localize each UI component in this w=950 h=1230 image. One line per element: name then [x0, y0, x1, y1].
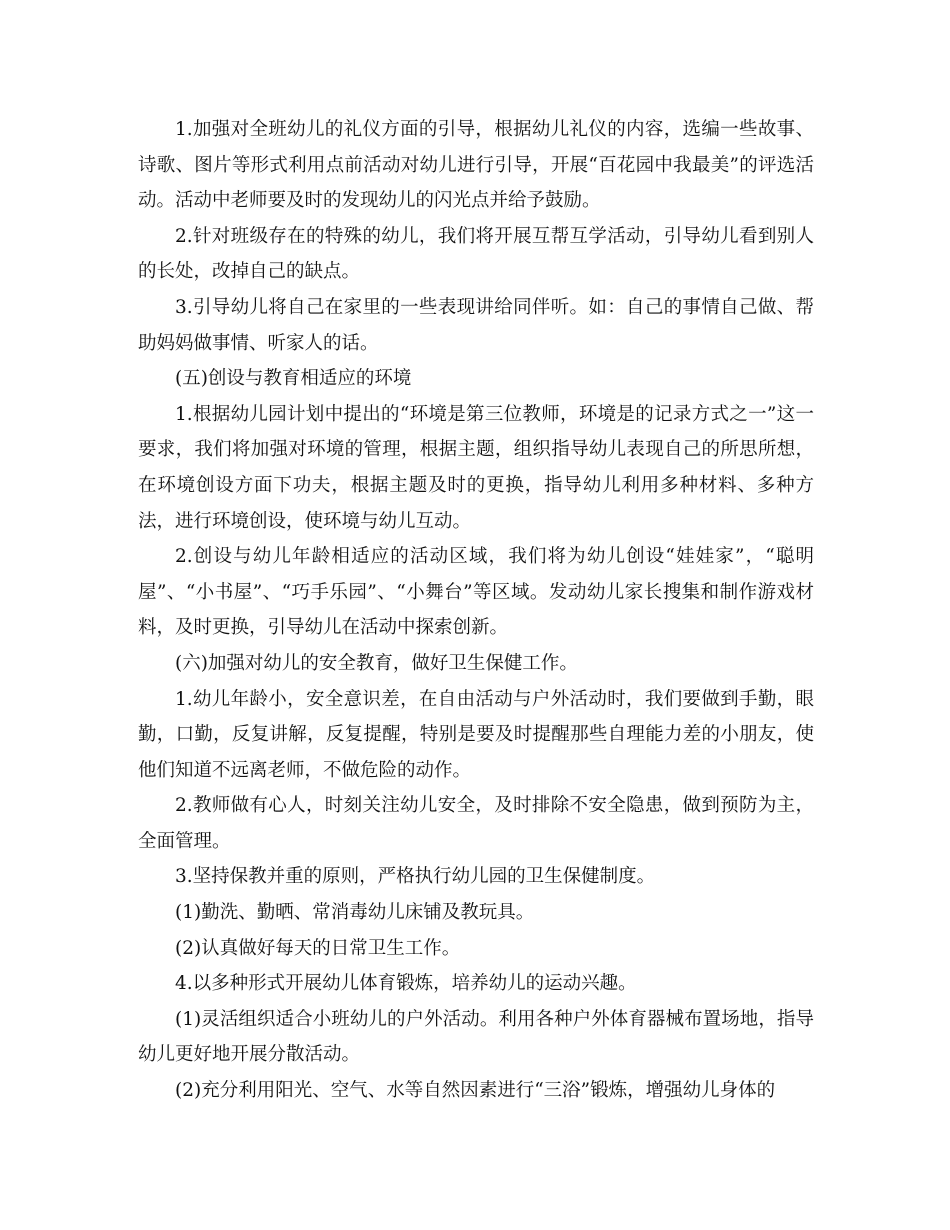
paragraph-exercise-item-1: (1)灵活组织适合小班幼儿的户外活动。利用各种户外体育器械布置场地，指导幼儿更好地开展分散活动。: [138, 1008, 814, 1066]
paragraph-etiquette-guidance: 1.加强对全班幼儿的礼仪方面的引导，根据幼儿礼仪的内容，选编一些故事、诗歌、图片等形式利用点前活动对幼儿进行引导，开展“百花园中我最美”的评选活动。活动中老师要及时的发现幼儿的闪光点并给予鼓励。: [138, 119, 814, 212]
paragraph-safety-awareness: 1.幼儿年龄小，安全意识差，在自由活动与户外活动时，我们要做到手勤，眼勤，口勤，反复讲解，反复提醒，特别是要及时提醒那些自理能力差的小朋友，使他们知道不远离老师，不做危险的动作。: [138, 688, 814, 781]
paragraph-hygiene-item-2: (2)认真做好每天的日常卫生工作。: [175, 937, 461, 959]
paragraph-activity-areas: 2.创设与幼儿年龄相适应的活动区域，我们将为幼儿创设“娃娃家”，“聪明屋”、“小书屋”、“巧手乐园”、“小舞台”等区域。发动幼儿家长搜集和制作游戏材料，及时更换，引导幼儿在活动中探索创新。: [138, 546, 814, 639]
section-heading-safety: (六)加强对幼儿的安全教育，做好卫生保健工作。: [175, 652, 578, 674]
document-page: [138, 112, 814, 1109]
section-heading-environment: (五)创设与教育相适应的环境: [175, 368, 412, 390]
paragraph-hygiene-item-1: (1)勤洗、勤晒、常消毒幼儿床铺及教玩具。: [175, 902, 535, 924]
paragraph-exercise-item-2: (2)充分利用阳光、空气、水等自然因素进行“三浴”锻炼，增强幼儿身体的: [175, 1080, 776, 1102]
paragraph-teacher-attention: 2.教师做有心人，时刻关注幼儿安全，及时排除不安全隐患，做到预防为主，全面管理。: [138, 795, 814, 852]
paragraph-mutual-help: 2.针对班级存在的特殊的幼儿，我们将开展互帮互学活动，引导幼儿看到别人的长处，改掉自己的缺点。: [138, 225, 814, 283]
paragraph-environment-management: 1.根据幼儿园计划中提出的“环境是第三位教师，环境是的记录方式之一”这一要求，我们将加强对环境的管理，根据主题，组织指导幼儿表现自己的所思所想，在环境创设方面下功夫，根据主题及时的更换，指导幼儿利用多种材料、多种方法，进行环境创设，使环境与幼儿互动。: [138, 403, 814, 532]
paragraph-physical-exercise: 4.以多种形式开展幼儿体育锻炼，培养幼儿的运动兴趣。: [175, 973, 637, 995]
paragraph-home-behavior: 3.引导幼儿将自己在家里的一些表现讲给同伴听。如：自己的事情自己做、帮助妈妈做事情、听家人的话。: [138, 296, 814, 354]
paragraph-hygiene-principle: 3.坚持保教并重的原则，严格执行幼儿园的卫生保健制度。: [175, 866, 656, 888]
